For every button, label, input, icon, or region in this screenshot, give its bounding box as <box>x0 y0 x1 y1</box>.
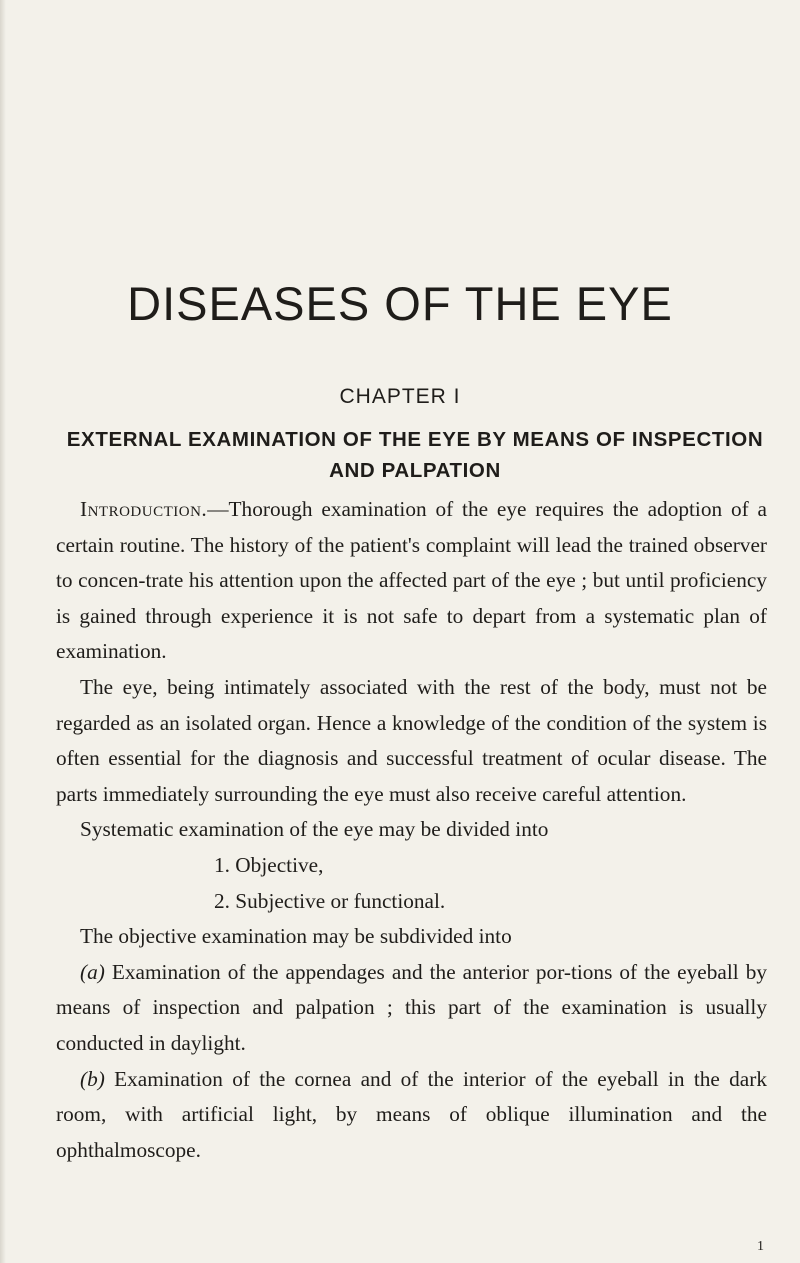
page-edge-shadow <box>0 0 6 1263</box>
book-title: DISEASES OF THE EYE <box>127 277 673 330</box>
list-item: 2. Subjective or functional. <box>214 888 446 913</box>
chapter-title: EXTERNAL EXAMINATION OF THE EYE BY MEANS OF INSPECTION AND PALPATION <box>66 428 764 482</box>
introduction-text: —Thorough examination of the eye requires the adoption of a certain routine. The history of the patient's complaint will lead the trained observer to concen-trate his attention upon the affected part of the eye ; but until proficiency is gained through experience it is not safe to depart from a systematic plan of examination. <box>56 497 767 664</box>
introduction-lead: Introduction. <box>80 497 208 521</box>
paragraph-a <box>56 955 767 1062</box>
chapter-number: CHAPTER I <box>339 385 461 408</box>
body-text <box>56 492 767 1168</box>
item-text-a: Examination of the appendages and the anterior por-tions of the eyeball by means of inspection and palpation ; this part of the examination is usually conducted in daylight. <box>56 959 767 1055</box>
paragraph-objective: The objective examination may be subdivided into <box>80 924 512 949</box>
page-number: 1 <box>757 1239 764 1254</box>
paragraph-b <box>56 1062 767 1169</box>
item-label-a: (a) <box>80 959 105 984</box>
paragraph-eye-body: The eye, being intimately associated with the rest of the body, must not be regarded as an isolated organ. Hence a knowledge of the condition of the system is often essential for the diagnosis and successful treatment of ocular disease. The parts immediately surrounding the eye must also receive careful attention. <box>56 674 767 806</box>
paragraph-introduction <box>56 492 767 670</box>
examination-list <box>56 848 767 919</box>
item-label-b: (b) <box>80 1066 105 1091</box>
list-item: 1. Objective, <box>214 852 324 877</box>
item-text-b: Examination of the cornea and of the interior of the eyeball in the dark room, with artificial light, by means of oblique illumination and the ophthalmoscope. <box>56 1066 767 1162</box>
paragraph-systematic: Systematic examination of the eye may be divided into <box>80 817 549 842</box>
